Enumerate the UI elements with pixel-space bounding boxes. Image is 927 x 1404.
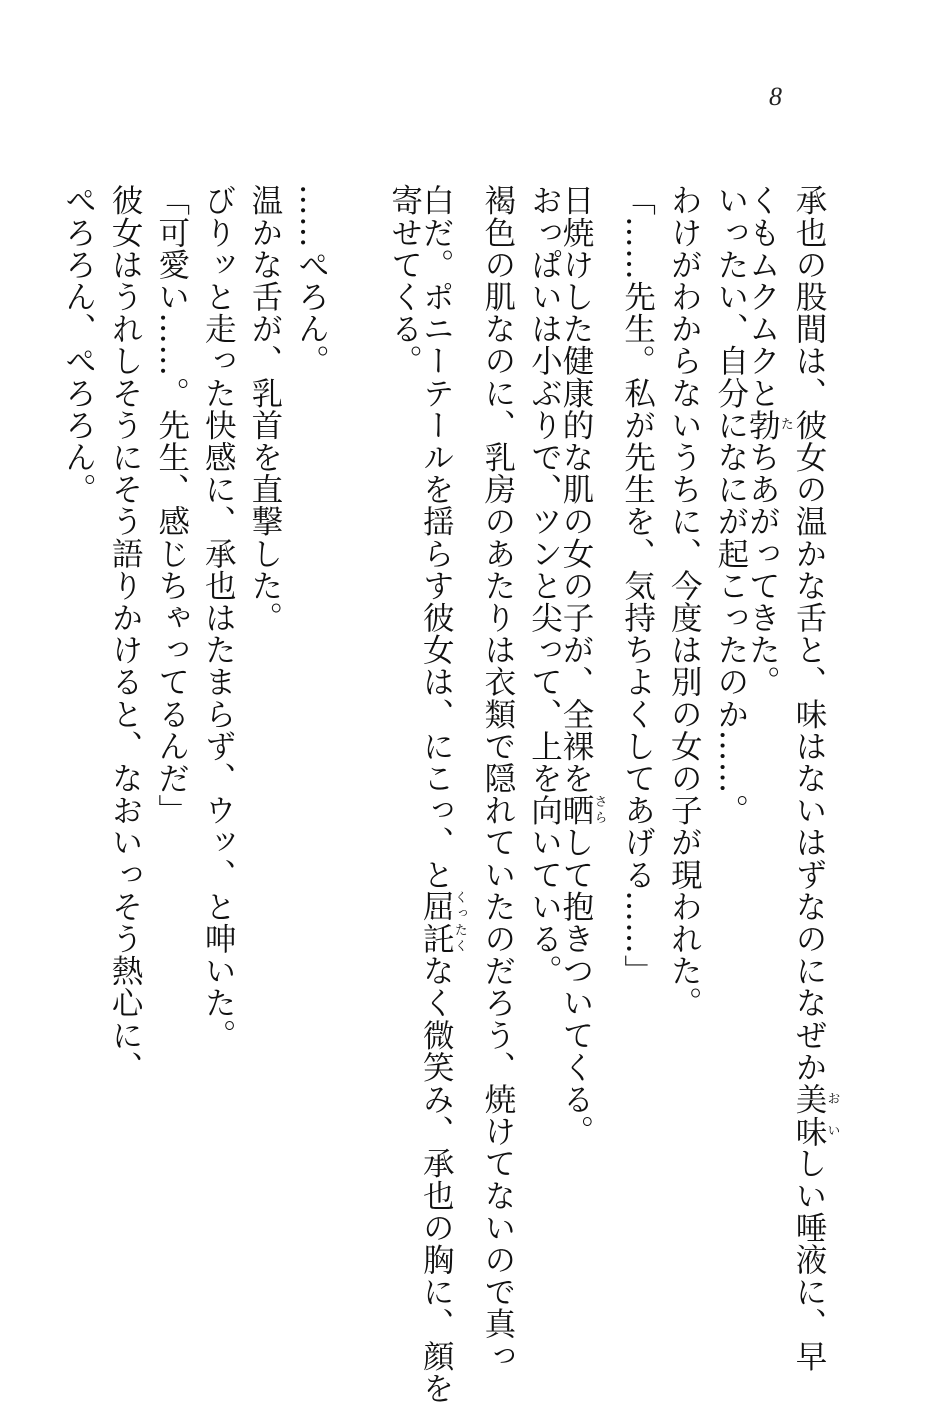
text-segment: ちあがってきた。 <box>744 440 781 698</box>
ruby-reading: おい <box>824 1082 840 1148</box>
text-segment: いったい、自分になにが起こったのか……。 <box>712 184 749 826</box>
text-segment: びりッと走った快感に、承也はたまらず、ウッ、と呻いた。 <box>200 184 237 1051</box>
text-line <box>744 184 793 698</box>
text-line <box>558 184 607 1148</box>
text-segment: おっぱいは小ぶりで、ツンと尖って、上を向いている。 <box>526 184 563 987</box>
text-segment: 「……先生。私が先生を、気持ちよくしてあげる……」 <box>619 184 656 987</box>
ruby-annotation <box>791 1082 840 1148</box>
text-segment: 日焼けした健康的な肌の女の子が、全裸を <box>558 184 595 794</box>
page-number: 8 <box>769 82 782 111</box>
text-segment: しい唾液に、早 <box>791 1147 827 1372</box>
text-segment: 白だ。ポニーテールを揺らす彼女は、にこっ、と <box>418 184 455 891</box>
text-line <box>791 184 840 1372</box>
text-segment: なく微笑み、承也の胸に、顔を <box>418 954 455 1404</box>
ruby-base: 勃 <box>744 408 781 441</box>
text-line <box>56 184 97 505</box>
text-line <box>521 184 563 987</box>
text-line <box>708 184 749 826</box>
text-line <box>661 184 703 1019</box>
text-segment: 「可愛い……。先生、感じちゃってるんだ」 <box>153 184 190 826</box>
text-line <box>242 184 283 634</box>
text-line <box>288 184 330 377</box>
ruby-reading: た <box>777 408 793 441</box>
text-segment: 温かな舌が、乳首を直撃した。 <box>246 184 283 634</box>
text-segment: ぺろろん、ぺろろん。 <box>60 184 97 505</box>
text-segment: 寄せてくる。 <box>386 184 423 377</box>
ruby-annotation <box>558 793 607 827</box>
ruby-reading: くったく <box>451 890 467 955</box>
text-line <box>615 184 656 987</box>
text-segment: 彼女はうれしそうにそう語りかけると、なおいっそう熱心に、 <box>107 184 144 1083</box>
ruby-reading: さら <box>591 793 607 826</box>
text-line <box>149 184 190 826</box>
ruby-annotation <box>744 408 793 441</box>
ruby-base: 屈託 <box>418 890 455 955</box>
text-segment: ……ぺろん。 <box>293 184 330 377</box>
text-line <box>102 184 144 1083</box>
text-segment: 承也の股間は、彼女の温かな舌と、味はないはずなのになぜか <box>791 184 827 1083</box>
text-segment: わけがわからないうちに、今度は別の女の子が現われた。 <box>666 184 703 1019</box>
ruby-base: 美味 <box>791 1082 827 1148</box>
ruby-base: 晒 <box>558 793 595 827</box>
text-line <box>195 184 237 1051</box>
text-line <box>382 184 423 377</box>
text-segment: して抱きついてくる。 <box>558 826 595 1148</box>
text-segment: 褐色の肌なのに、乳房のあたりは衣類で隠れていたのだろう、焼けてないので真っ <box>479 184 516 1372</box>
text-line <box>418 184 467 1404</box>
vertical-text-body <box>47 184 840 1404</box>
ruby-annotation <box>418 890 467 955</box>
text-line <box>475 184 516 1372</box>
text-segment: くもムクムクと <box>744 184 781 409</box>
